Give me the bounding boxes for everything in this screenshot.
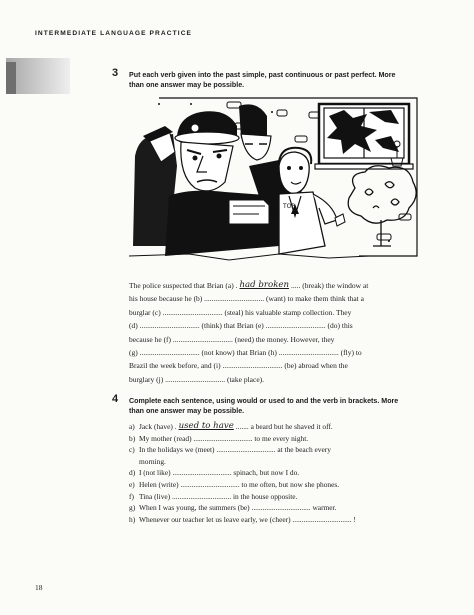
exercise-item: h) Whenever our teacher let us leave early, we (cheer) ................................ ! (129, 514, 356, 524)
exercise-paragraph (129, 279, 434, 386)
exercise-item: f) Tina (live) ................................ in the house opposite. (129, 491, 298, 501)
handwritten-answer: had broken (239, 280, 290, 290)
exercise-items (129, 421, 434, 525)
paragraph-line: The police suspected that Brian (a) . had broken ..... (break) the window at (129, 279, 434, 292)
svg-text:TOP: TOP (283, 203, 296, 210)
exercise-item: e) Helen (write) ................................ to me often, but now she phones. (129, 479, 340, 489)
exercise-item: c) In the holidays we (meet) ................................ at the beach every (129, 445, 331, 455)
page-number: 18 (35, 583, 43, 592)
paragraph-line: burglar (c) ................................ (steal) his valuable stamp collection. They (129, 307, 352, 317)
exercise-item: b) My mother (read) ................................ to me every night. (129, 433, 309, 443)
cartoon-illustration (129, 96, 419, 271)
running-header: INTERMEDIATE LANGUAGE PRACTICE (35, 30, 193, 37)
paragraph-line: Brazil the week before, and (i) ................................ (be) abroad when the (129, 361, 348, 371)
paragraph-line: (g) ................................ (not know) that Brian (h) ................................ (fly) to (129, 347, 362, 357)
exercise-item: a) Jack (have) . used to have ....... a beard but he shaved it off. (129, 421, 333, 431)
page-edge-tab-shadow (6, 62, 16, 94)
exercise-instruction: Complete each sentence, using would or used to and the verb in brackets. More than one answer may be possible. (129, 397, 399, 415)
handwritten-answer: used to have (178, 421, 234, 431)
exercise-number: 3 (112, 67, 119, 79)
exercise-number: 4 (112, 393, 119, 405)
paragraph-line: burglary (j) ................................ (take place). (129, 374, 265, 384)
paragraph-line: because he (f) ................................ (need) the money. However, they (129, 334, 335, 344)
exercise-instruction: Put each verb given into the past simple, past continuous or past perfect. More than one answer may be possible. (129, 71, 396, 89)
broken-window (315, 104, 413, 169)
exercise-item: g) When I was young, the summers (be) ................................ warmer. (129, 503, 337, 513)
paragraph-line: (d) ................................ (think) that Brian (e) ................................ (do) this (129, 321, 353, 331)
exercise-item-continuation: morning. (139, 456, 166, 466)
exercise-item: d) I (not like) ................................ spinach, but now I do. (129, 468, 300, 478)
paragraph-line: his house because he (b) ................................ (want) to make them think that a (129, 294, 364, 304)
